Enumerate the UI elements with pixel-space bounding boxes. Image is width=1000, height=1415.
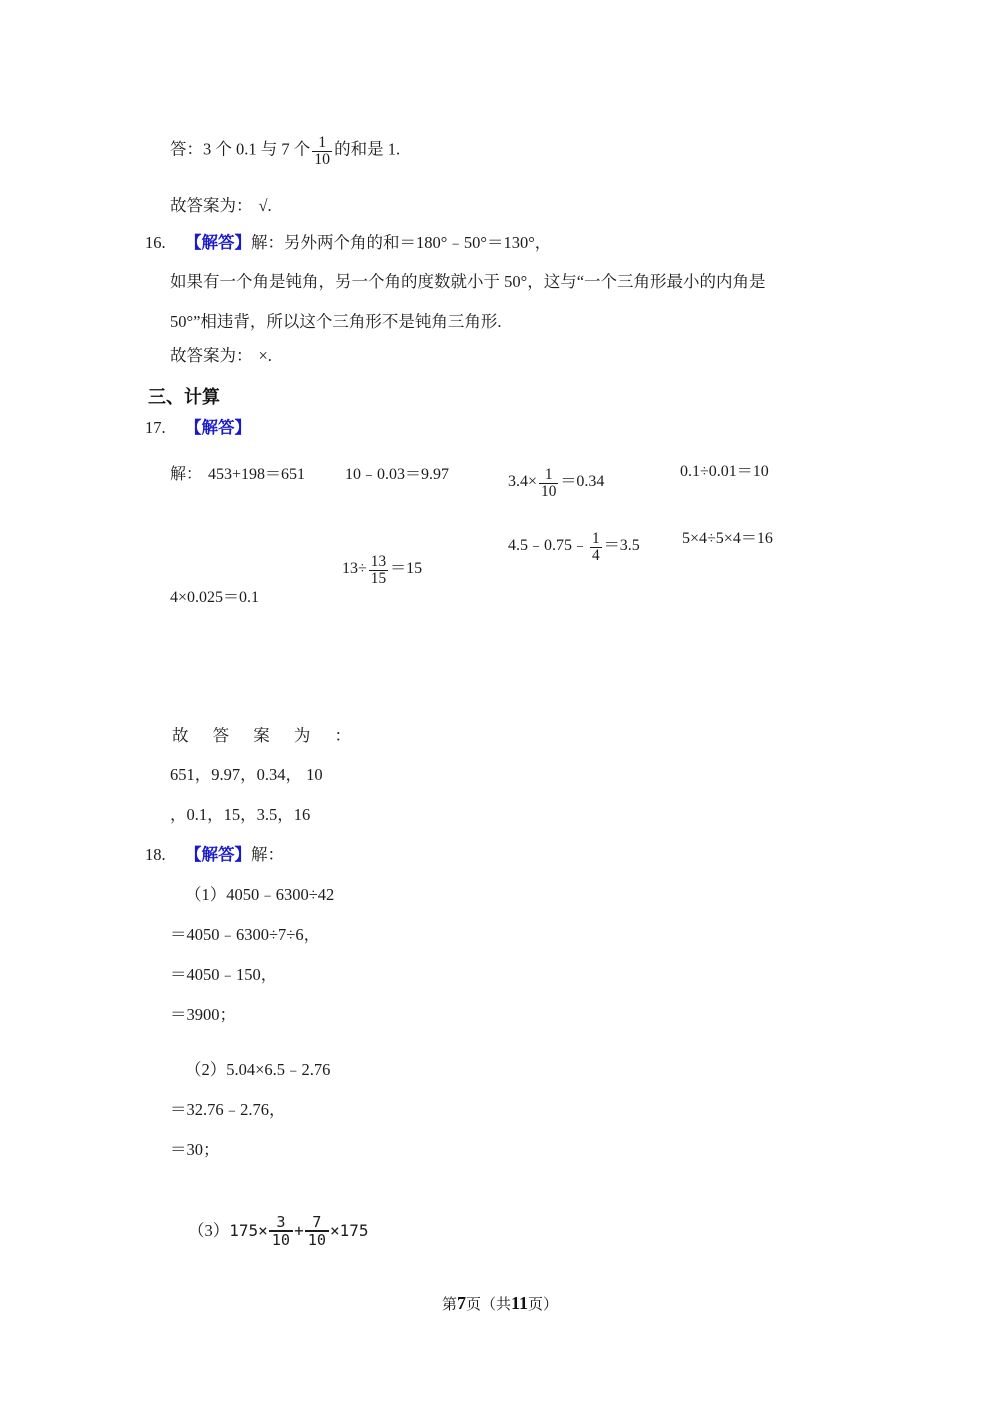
footer-total-pages: 11 <box>511 1293 529 1313</box>
q17-solve-prefix: 解： <box>170 466 203 483</box>
solution-tag-17: 【解答】 <box>185 418 251 437</box>
footer-mid: 页（共 <box>465 1297 511 1313</box>
q18-part2-step-1: ＝32.76﹣2.76， <box>170 1100 286 1119</box>
fraction-seven-tenths <box>305 1215 329 1249</box>
q16-body-start: 解：另外两个角的和＝180°﹣50°＝130°， <box>251 233 552 252</box>
q18-part2-label: （2） <box>185 1060 227 1079</box>
fraction-numerator: 1 <box>592 530 600 548</box>
q16-final-answer-label: 故答案为： <box>170 346 253 365</box>
q18-part1-step-2: ＝4050﹣150， <box>170 965 278 984</box>
fraction-numerator: 3 <box>269 1215 293 1232</box>
page-footer <box>0 1293 1000 1314</box>
solution-tag-18: 【解答】 <box>185 845 251 864</box>
q18-part1-step-1: ＝4050﹣6300÷7÷6， <box>170 925 321 944</box>
question-number-16: 16. <box>145 233 166 252</box>
q17-calc-3-prefix: 3.4× <box>508 473 538 491</box>
q15-final-answer-label: 故答案为： <box>170 196 253 215</box>
fraction-numerator: 13 <box>370 553 387 571</box>
fraction-denominator: 4 <box>592 546 600 564</box>
fraction-numerator: 7 <box>305 1215 329 1232</box>
q17-calc-3 <box>508 466 604 498</box>
q16-final-answer-line <box>170 346 272 366</box>
q16-first-line <box>185 233 551 253</box>
footer-suffix: 页） <box>528 1297 559 1313</box>
question-number-17: 17. <box>145 418 166 437</box>
q18-part2-step-2: ＝30； <box>170 1140 220 1159</box>
solution-tag-16: 【解答】 <box>185 233 251 252</box>
q17-calc-5-prefix: 4.5﹣0.75﹣ <box>508 537 589 555</box>
fraction-denominator: 10 <box>307 1231 326 1250</box>
q15-final-answer-value: √. <box>258 196 272 215</box>
fraction-denominator: 10 <box>271 1231 291 1250</box>
q17-calc-7-prefix: 13÷ <box>342 560 367 578</box>
fraction-one-quarter <box>590 531 602 563</box>
fraction-thirteen-fifteenths <box>369 554 388 586</box>
q17-answer-label: 故 答 案 为 ： <box>172 726 361 745</box>
q17-calc-7-suffix: ＝15 <box>390 560 423 578</box>
fraction-denominator: 10 <box>541 482 557 500</box>
q15-answer-prefix: 答：3 个 0.1 与 7 个 <box>170 139 311 159</box>
q18-part1-label: （1） <box>185 885 227 904</box>
q17-calc-4: 0.1÷0.01＝10 <box>680 463 769 480</box>
fraction-denominator: 15 <box>370 569 387 587</box>
footer-prefix: 第 <box>441 1297 457 1313</box>
q18-part3-label: （3） <box>188 1221 230 1241</box>
q17-answer-line1: 651，9.97，0.34， 10 <box>170 765 323 784</box>
fraction-denominator: 10 <box>314 151 331 169</box>
question-number-18: 18. <box>145 845 166 864</box>
q18-solve-prefix: 解： <box>251 845 284 864</box>
q18-part3-expr-c: ×175 <box>329 1221 369 1241</box>
q17-calc-2: 10﹣0.03＝9.97 <box>345 466 450 483</box>
q15-answer-suffix: 的和是 1. <box>334 139 401 159</box>
footer-current-page: 7 <box>456 1293 466 1313</box>
q17-answer-line2: ，0.1，15，3.5，16 <box>170 805 311 824</box>
q18-part1-step-3: ＝3900； <box>170 1005 236 1024</box>
fraction-one-tenth <box>312 135 332 168</box>
q18-part1-expr-line <box>185 885 334 905</box>
fraction-numerator: 1 <box>539 467 558 483</box>
q17-calc-5 <box>508 530 640 562</box>
q17-tag-line <box>185 418 251 438</box>
q17-calc-8: 4×0.025＝0.1 <box>170 589 260 606</box>
fraction-numerator: 1 <box>312 135 332 152</box>
q18-part3-expr-a: 175× <box>229 1221 268 1241</box>
q18-tag-line <box>185 845 284 865</box>
q15-answer-line <box>170 134 400 167</box>
q18-part2-expr-line <box>185 1060 330 1080</box>
fraction-three-tenths <box>269 1215 293 1249</box>
q16-body-line3: 50°”相违背，所以这个三角形不是钝角三角形. <box>170 312 502 331</box>
q17-calc-5-suffix: ＝3.5 <box>603 537 640 555</box>
q17-calc-1: 453+198＝651 <box>208 466 306 483</box>
section-heading-three: 三、计算 <box>148 387 220 407</box>
q17-calc-3-suffix: ＝0.34 <box>560 473 605 491</box>
q18-part3-expr-b: + <box>294 1221 304 1241</box>
q16-body-line2: 如果有一个角是钝角，另一个角的度数就小于 50°，这与“一个三角形最小的内角是 <box>170 272 766 291</box>
q18-part2-expr: 5.04×6.5﹣2.76 <box>226 1060 331 1079</box>
fraction-one-tenth <box>539 467 558 499</box>
q18-part3-expr-line <box>188 1215 369 1249</box>
q15-final-answer-line <box>170 196 272 216</box>
q17-calc-7 <box>342 553 422 585</box>
q17-calc-6: 5×4÷5×4＝16 <box>682 530 773 547</box>
q18-part1-expr: 4050﹣6300÷42 <box>226 885 335 904</box>
q16-final-answer-value: ×. <box>258 346 272 365</box>
